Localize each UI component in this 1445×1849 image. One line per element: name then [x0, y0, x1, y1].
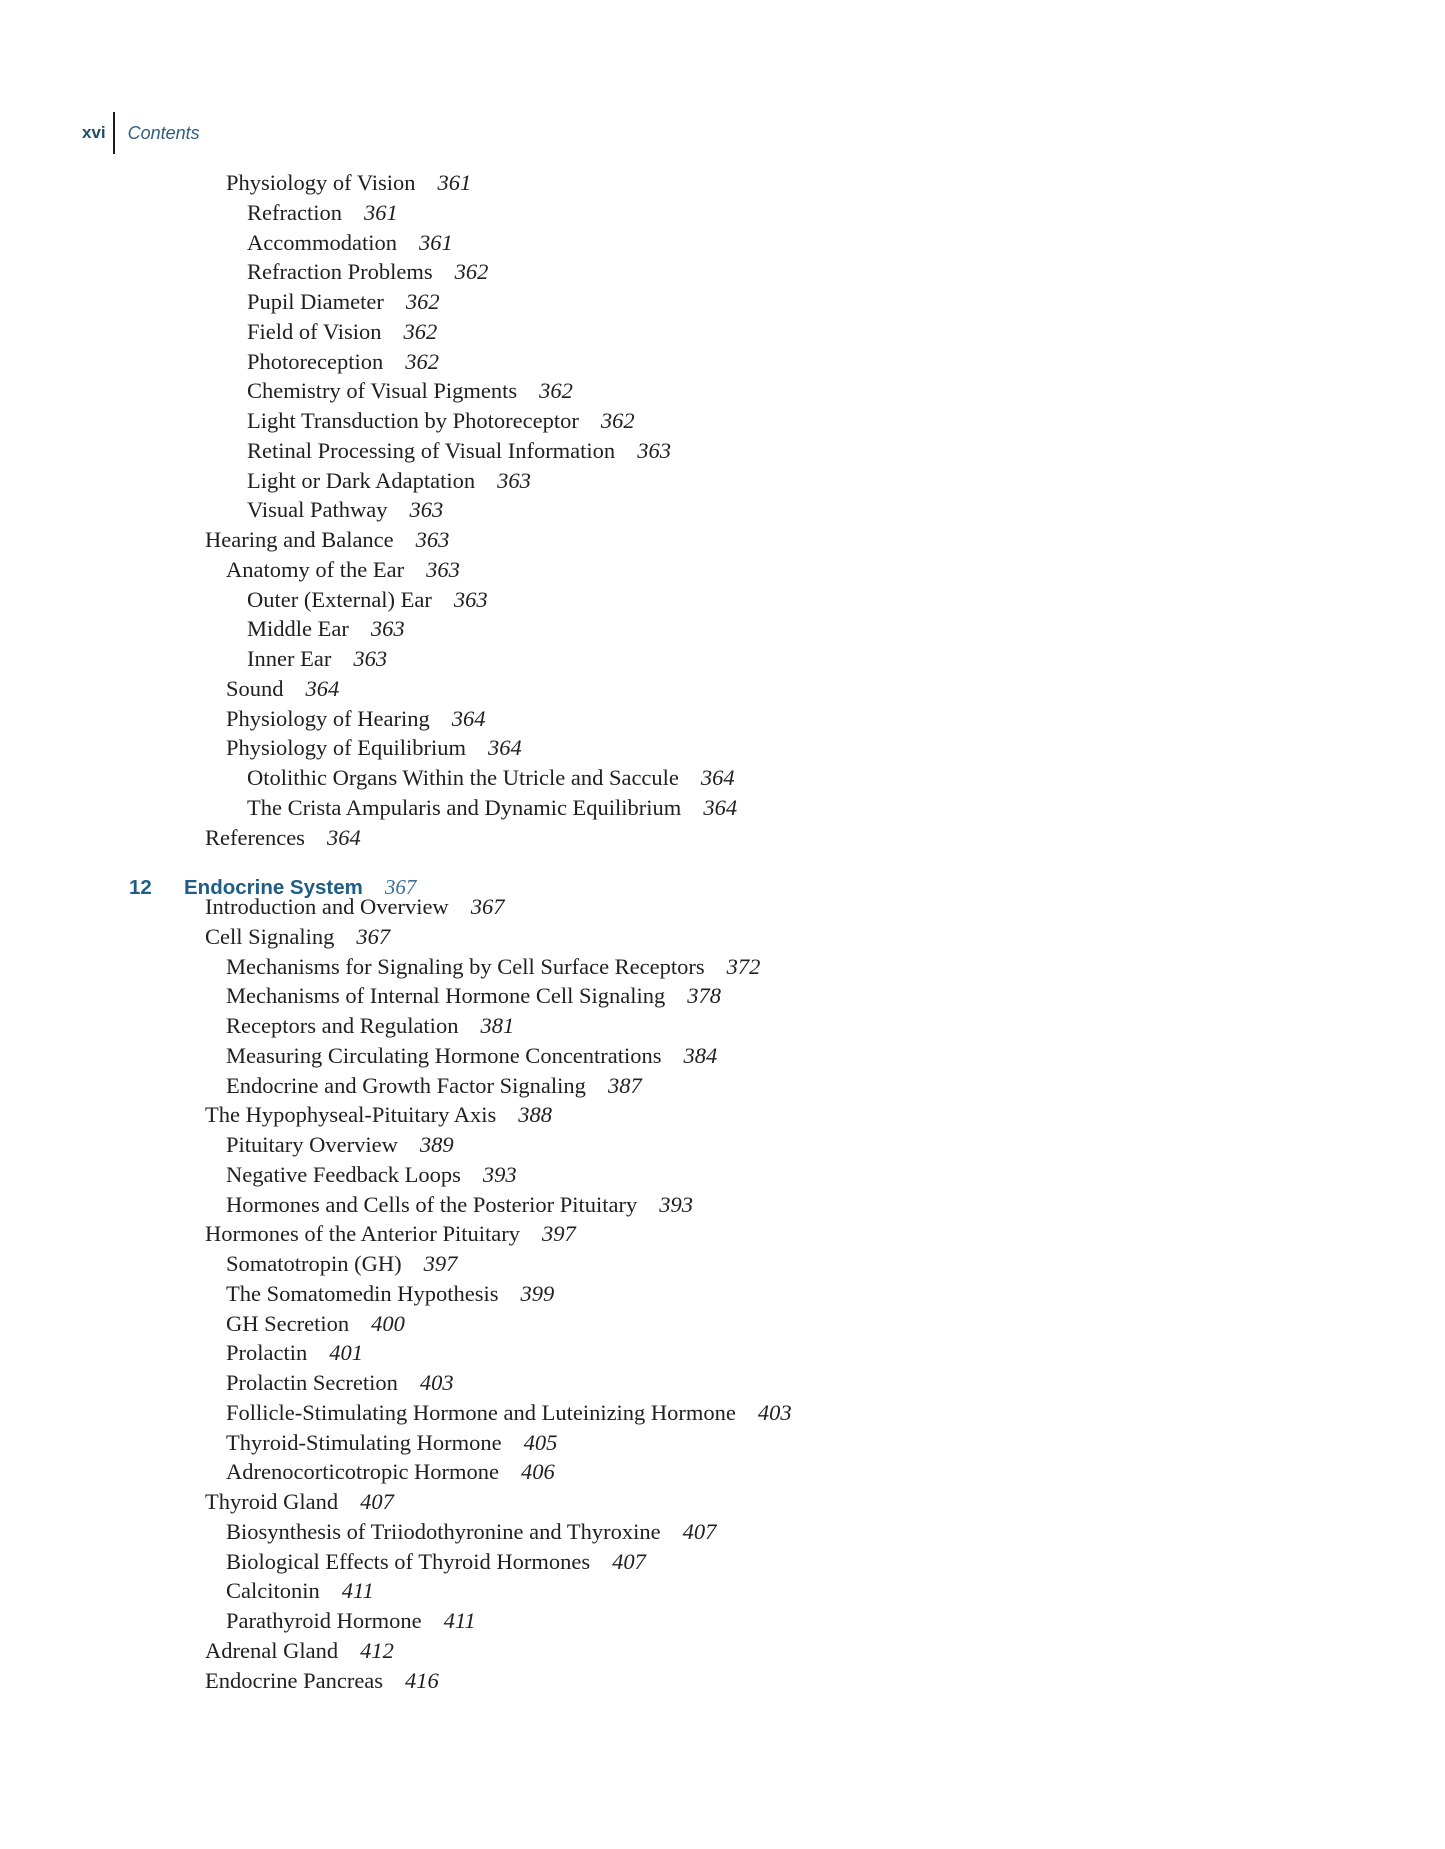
toc-entry-page-number: 363 — [409, 497, 444, 523]
toc-entry-page-number: 364 — [703, 794, 738, 820]
toc-entry-level-2 — [226, 1577, 374, 1605]
toc-entry-title: Refraction — [247, 199, 342, 225]
toc-entry-page-number: 362 — [403, 318, 438, 344]
toc-entry-level-2 — [226, 1607, 476, 1635]
toc-entry-level-2 — [226, 1548, 646, 1576]
toc-entry-page-number: 411 — [443, 1608, 476, 1633]
toc-entry-title: Cell Signaling — [205, 923, 335, 949]
toc-entry-title: Follicle-Stimulating Hormone and Luteinizing Hormone — [226, 1399, 736, 1425]
toc-entry-title: Adrenocorticotropic Hormone — [226, 1459, 500, 1485]
toc-entry-title: Endocrine and Growth Factor Signaling — [226, 1072, 586, 1098]
toc-entry-title: Receptors and Regulation — [226, 1013, 459, 1038]
toc-entry-level-3 — [247, 467, 531, 495]
toc-entry-level-2 — [226, 1339, 363, 1367]
toc-entry-page-number: 362 — [405, 289, 440, 314]
toc-entry-level-3 — [247, 615, 405, 643]
toc-entry-title: Physiology of Equilibrium — [226, 735, 467, 761]
toc-entry-level-2 — [226, 1458, 555, 1486]
toc-entry-page-number: 363 — [637, 437, 671, 463]
toc-entry-level-2 — [226, 982, 721, 1010]
chapter-title: Endocrine System — [184, 876, 363, 900]
toc-entry-title: Prolactin Secretion — [226, 1370, 398, 1395]
toc-entry-page-number: 361 — [437, 170, 472, 195]
toc-entry-title: Pupil Diameter — [247, 289, 384, 314]
toc-entry-title: Calcitonin — [226, 1578, 320, 1604]
toc-entry-level-2 — [226, 1042, 717, 1070]
toc-entry-level-1 — [205, 1637, 394, 1665]
toc-entry-title: References — [205, 824, 305, 850]
toc-entry-page-number: 364 — [305, 675, 340, 701]
toc-entry-level-3 — [247, 407, 635, 435]
toc-entry-page-number: 381 — [480, 1013, 515, 1038]
toc-entry-page-number: 393 — [482, 1161, 517, 1187]
toc-entry-title: GH Secretion — [226, 1310, 350, 1336]
toc-entry-page-number: 393 — [659, 1191, 693, 1217]
toc-entry-title: Mechanisms of Internal Hormone Cell Signaling — [226, 983, 666, 1009]
chapter-number: 12 — [129, 876, 152, 900]
toc-entry-level-2 — [226, 1369, 454, 1397]
toc-entry-page-number: 389 — [419, 1132, 454, 1157]
toc-entry-title: Light Transduction by Photoreceptor — [247, 408, 579, 433]
toc-entry-level-3 — [247, 496, 443, 524]
toc-entry-level-1 — [205, 1667, 439, 1695]
toc-entry-title: The Hypophyseal-Pituitary Axis — [205, 1102, 497, 1128]
toc-entry-page-number: 367 — [356, 923, 391, 949]
toc-entry-page-number: 407 — [682, 1518, 717, 1544]
toc-entry-page-number: 367 — [470, 894, 505, 919]
toc-entry-title: Endocrine Pancreas — [205, 1667, 384, 1693]
toc-entry-level-2 — [226, 1191, 693, 1219]
toc-entry-level-2 — [226, 1012, 514, 1040]
toc-entry-level-3 — [247, 586, 488, 614]
toc-entry-level-1 — [205, 1220, 576, 1248]
toc-entry-title: Adrenal Gland — [205, 1637, 339, 1663]
toc-entry-page-number: 363 — [453, 586, 488, 612]
toc-entry-level-3 — [247, 288, 440, 316]
toc-entry-title: Sound — [226, 675, 284, 701]
toc-entry-title: Somatotropin (GH) — [226, 1251, 402, 1276]
toc-entry-title: Anatomy of the Ear — [226, 556, 405, 582]
toc-entry-level-2 — [226, 1250, 457, 1278]
watermark-logo — [650, 1820, 810, 1842]
toc-entry-level-3 — [247, 318, 437, 346]
toc-entry-page-number: 384 — [683, 1042, 718, 1068]
toc-entry-page-number: 388 — [518, 1102, 552, 1128]
toc-entry-level-3 — [247, 229, 453, 257]
toc-entry-page-number: 363 — [497, 467, 531, 493]
toc-entry-title: Refraction Problems — [247, 259, 433, 285]
toc-entry-title: Middle Ear — [247, 616, 349, 642]
toc-entry-level-1 — [205, 1101, 552, 1129]
toc-entry-page-number: 363 — [415, 527, 450, 552]
toc-entry-page-number: 364 — [326, 824, 361, 850]
toc-entry-page-number: 361 — [418, 229, 453, 255]
toc-entry-level-3 — [247, 437, 671, 465]
toc-entry-title: Hormones and Cells of the Posterior Pituitary — [226, 1191, 638, 1217]
toc-entry-title: The Crista Ampularis and Dynamic Equilibrium — [247, 794, 682, 820]
toc-entry-level-3 — [247, 764, 735, 792]
toc-entry-title: Prolactin — [226, 1340, 308, 1366]
toc-entry-title: Thyroid-Stimulating Hormone — [226, 1429, 502, 1455]
toc-entry-page-number: 363 — [426, 556, 460, 582]
toc-entry-level-2 — [226, 1161, 517, 1189]
toc-entry-level-1 — [205, 1488, 394, 1516]
toc-entry-level-2 — [226, 1280, 554, 1308]
toc-entry-title: Mechanisms for Signaling by Cell Surface Receptors — [226, 953, 705, 979]
running-head-title: Contents — [127, 122, 200, 143]
toc-entry-page-number: 397 — [423, 1251, 458, 1276]
toc-entry-level-3 — [247, 377, 573, 405]
toc-entry-page-number: 378 — [687, 983, 722, 1009]
chapter-page-number: 367 — [384, 875, 417, 900]
toc-entry-level-2 — [226, 1518, 716, 1546]
toc-entry-page-number: 399 — [520, 1280, 555, 1306]
toc-entry-title: Introduction and Overview — [205, 894, 449, 919]
toc-entry-page-number: 397 — [541, 1221, 576, 1247]
toc-entry-title: Otolithic Organs Within the Utricle and Saccule — [247, 765, 679, 790]
toc-entry-level-2 — [226, 1072, 642, 1100]
toc-entry-level-2 — [226, 1429, 557, 1457]
toc-entry-title: Negative Feedback Loops — [226, 1161, 461, 1187]
running-header — [82, 112, 200, 154]
toc-entry-page-number: 400 — [371, 1310, 405, 1336]
toc-entry-page-number: 407 — [360, 1489, 394, 1514]
toc-entry-title: Chemistry of Visual Pigments — [247, 378, 518, 404]
toc-entry-page-number: 405 — [523, 1429, 558, 1455]
toc-entry-page-number: 403 — [419, 1370, 454, 1395]
toc-entry-level-2 — [226, 705, 485, 733]
toc-entry-title: Physiology of Hearing — [226, 705, 430, 731]
toc-entry-title: Light or Dark Adaptation — [247, 467, 476, 493]
toc-entry-page-number: 363 — [353, 646, 388, 671]
toc-entry-title: Inner Ear — [247, 646, 332, 671]
toc-entry-level-2 — [226, 169, 471, 197]
toc-entry-page-number: 416 — [405, 1667, 439, 1693]
toc-entry-level-3 — [247, 645, 387, 673]
toc-entry-title: Parathyroid Hormone — [226, 1608, 422, 1633]
toc-entry-page-number: 362 — [539, 378, 573, 404]
toc-entry-title: Photoreception — [247, 348, 384, 374]
toc-entry-level-3 — [247, 199, 398, 227]
toc-entry-page-number: 403 — [757, 1399, 792, 1425]
toc-entry-level-2 — [226, 734, 522, 762]
toc-entry-page-number: 387 — [607, 1072, 642, 1098]
toc-entry-page-number: 406 — [521, 1459, 555, 1485]
toc-entry-title: Pituitary Overview — [226, 1132, 398, 1157]
toc-entry-page-number: 364 — [451, 705, 486, 731]
toc-entry-level-3 — [247, 348, 439, 376]
toc-entry-title: Biosynthesis of Triiodothyronine and Thyroxine — [226, 1518, 661, 1544]
toc-entry-title: Hearing and Balance — [205, 527, 394, 552]
toc-entry-title: Field of Vision — [247, 318, 382, 344]
page-folio: xvi — [82, 123, 106, 142]
toc-entry-level-1 — [205, 824, 361, 852]
toc-entry-title: Retinal Processing of Visual Information — [247, 437, 616, 463]
toc-entry-level-3 — [247, 794, 737, 822]
toc-entry-title: Visual Pathway — [247, 497, 388, 523]
toc-entry-level-2 — [226, 1310, 405, 1338]
toc-entry-title: Outer (External) Ear — [247, 586, 432, 612]
toc-entry-title: Thyroid Gland — [205, 1489, 339, 1514]
toc-entry-page-number: 363 — [370, 616, 405, 642]
toc-entry-level-2 — [226, 1131, 454, 1159]
toc-entry-title: Biological Effects of Thyroid Hormones — [226, 1548, 591, 1574]
toc-entry-page-number: 401 — [329, 1340, 363, 1366]
toc-entry-page-number: 362 — [405, 348, 439, 374]
toc-entry-title: Accommodation — [247, 229, 397, 255]
toc-entry-title: Hormones of the Anterior Pituitary — [205, 1221, 520, 1247]
toc-entry-page-number: 372 — [726, 953, 761, 979]
toc-entry-page-number: 362 — [454, 259, 489, 285]
toc-entry-level-1 — [205, 526, 449, 554]
toc-entry-level-3 — [247, 258, 488, 286]
toc-entry-page-number: 362 — [600, 408, 635, 433]
toc-entry-level-1 — [205, 923, 390, 951]
toc-entry-level-2 — [226, 556, 460, 584]
toc-entry-page-number: 364 — [488, 735, 522, 761]
toc-entry-page-number: 412 — [360, 1637, 394, 1663]
toc-entry-level-2 — [226, 675, 339, 703]
toc-entry-level-2 — [226, 953, 760, 981]
toc-entry-title: The Somatomedin Hypothesis — [226, 1280, 499, 1306]
toc-entry-level-1 — [205, 893, 504, 921]
toc-entry-page-number: 411 — [341, 1578, 374, 1604]
toc-entry-page-number: 361 — [363, 199, 398, 225]
toc-entry-level-2 — [226, 1399, 792, 1427]
toc-entry-title: Physiology of Vision — [226, 170, 416, 195]
toc-entry-page-number: 364 — [700, 765, 735, 790]
toc-entry-title: Measuring Circulating Hormone Concentrations — [226, 1042, 662, 1068]
toc-entry-page-number: 407 — [612, 1548, 646, 1574]
